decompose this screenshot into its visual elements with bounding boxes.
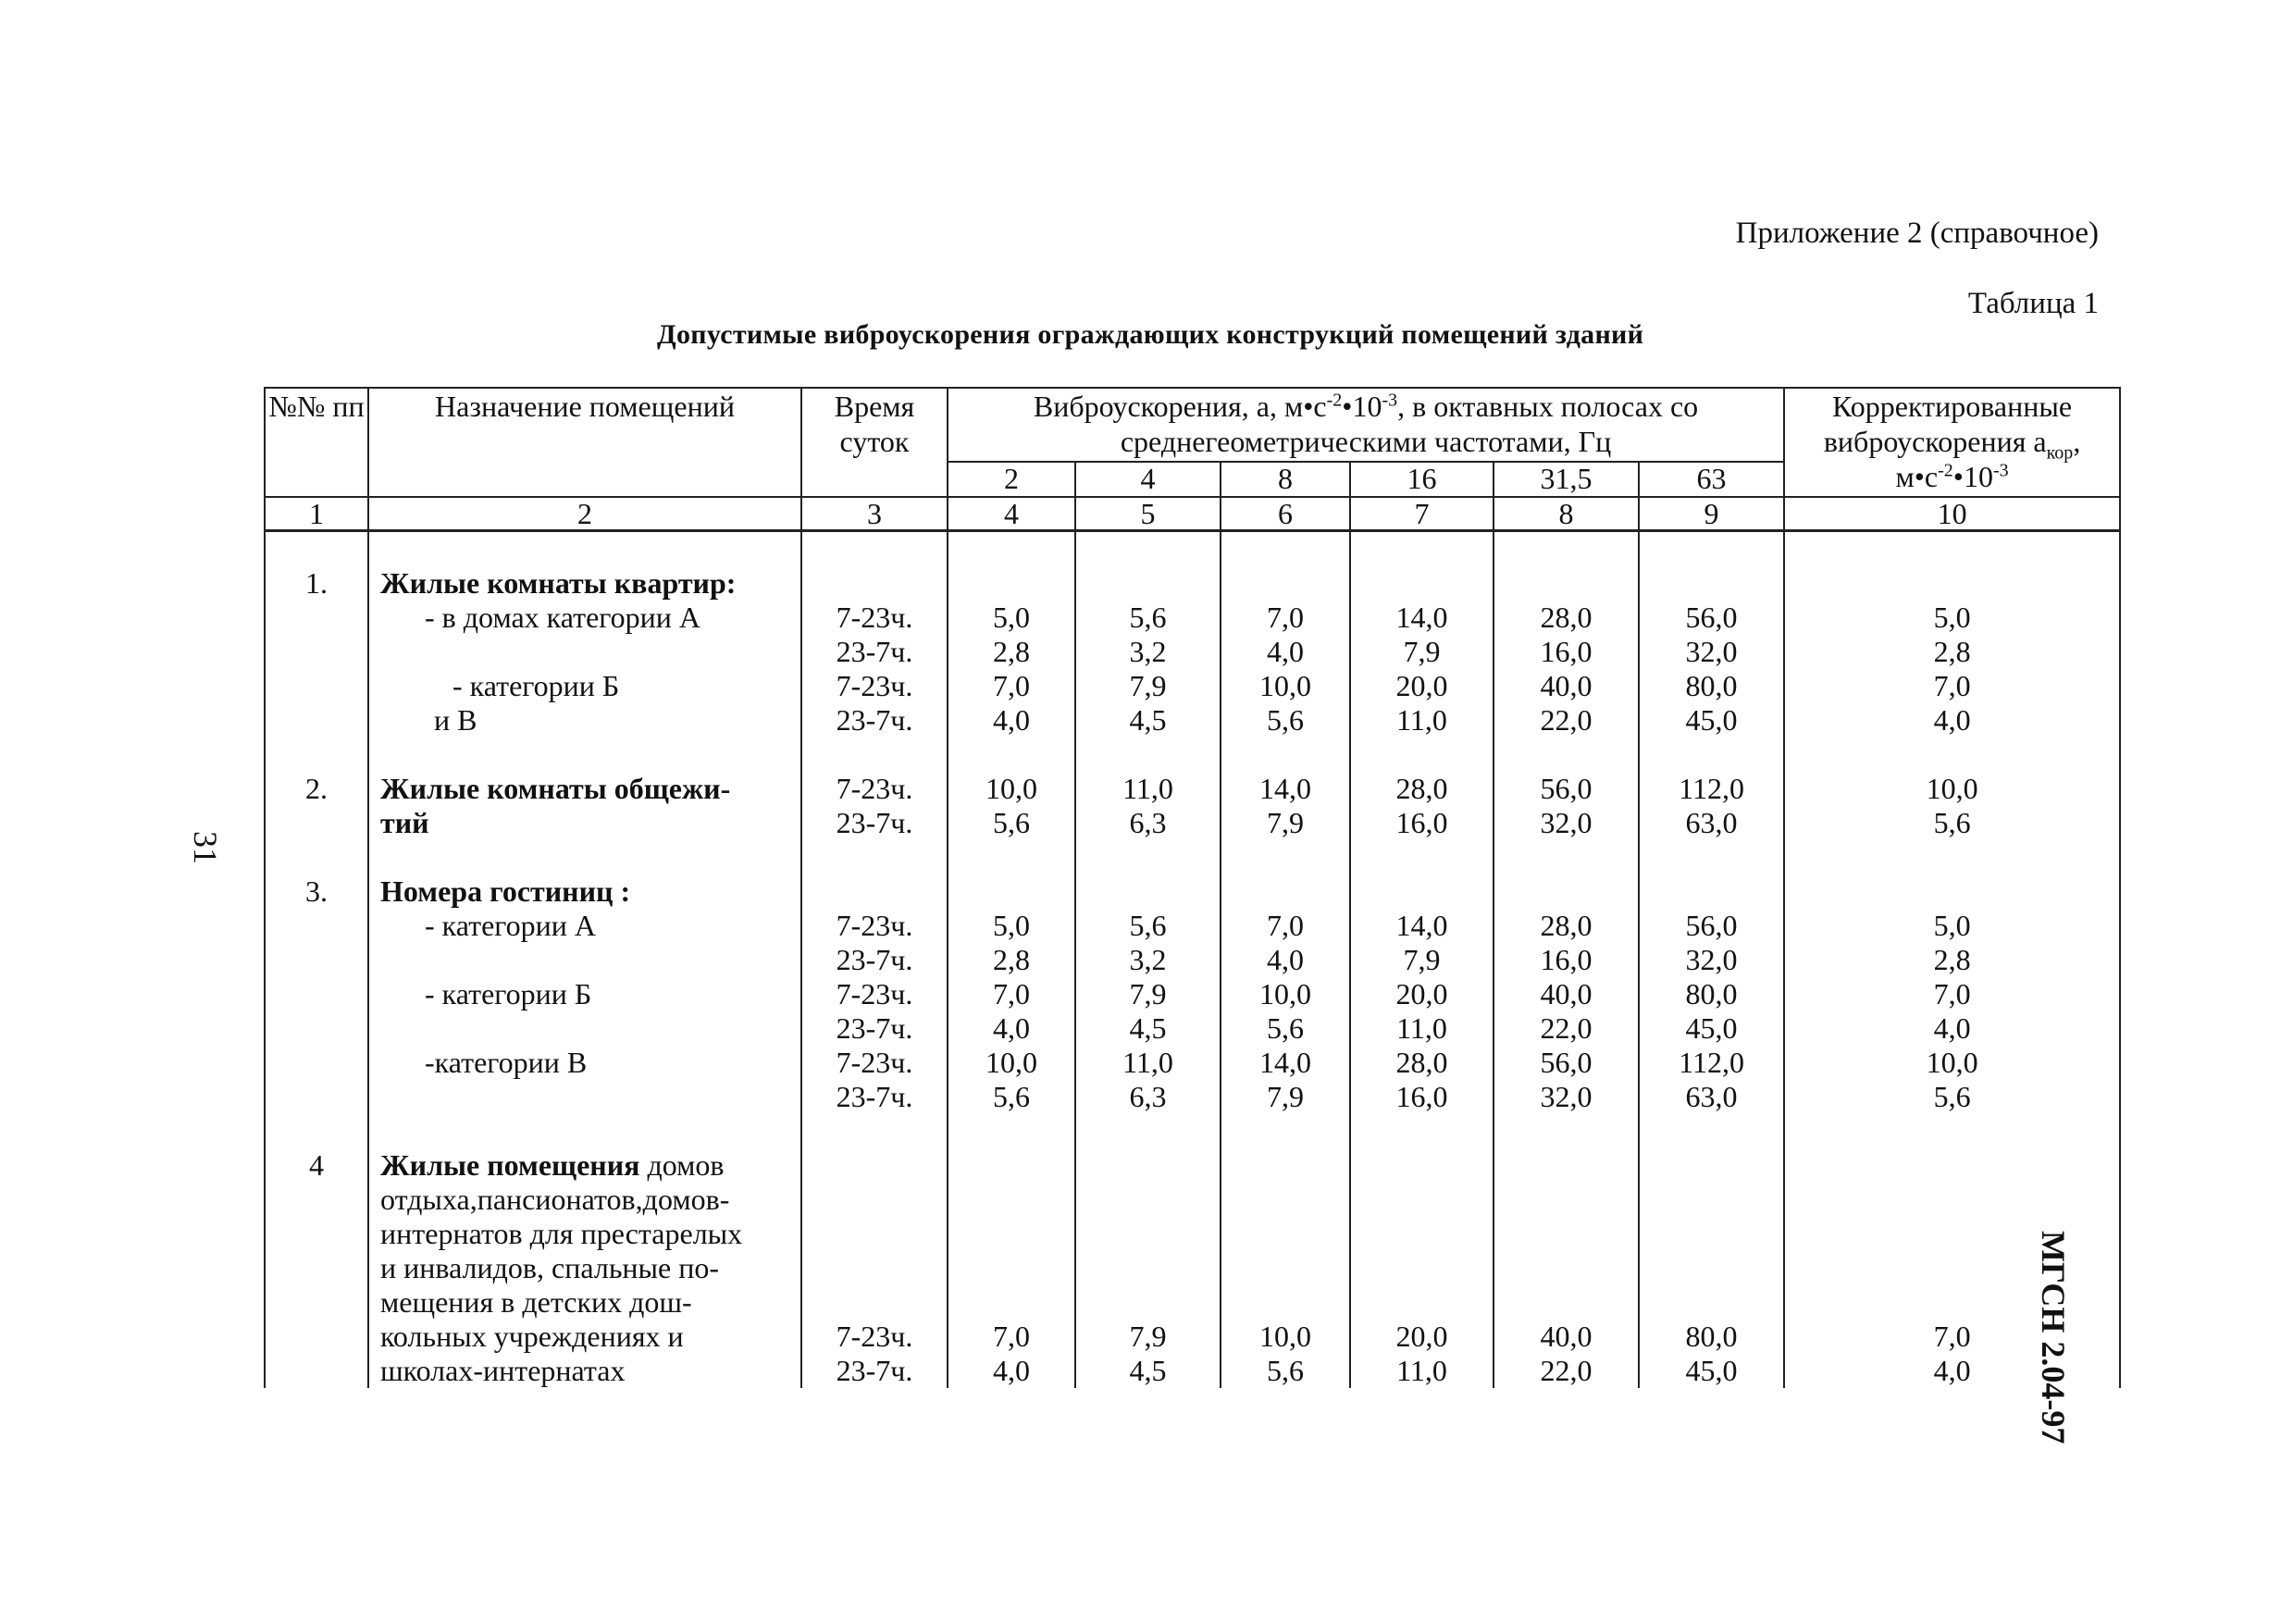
header-vibro: Виброускорения, а, $м•с^{-2}•10^{-3}$, в октавных полосах со среднегеометрическими частотами, Гц <box>948 388 1784 462</box>
empty-line <box>1076 1217 1220 1251</box>
empty-line <box>802 1148 947 1183</box>
freq-header: 63 <box>1639 462 1784 497</box>
acceleration-value: 28,0 <box>1395 1046 1448 1079</box>
acceleration-value: 11,0 <box>1396 1354 1447 1387</box>
acceleration-value: 11,0 <box>1122 772 1173 805</box>
acceleration-value: 80,0 <box>1685 669 1738 702</box>
acceleration-value: 40,0 <box>1540 977 1593 1010</box>
column-number: 3 <box>801 497 948 531</box>
acceleration-value: 20,0 <box>1395 669 1448 702</box>
freq-header: 8 <box>1221 462 1350 497</box>
acceleration-value: 32,0 <box>1540 1080 1593 1113</box>
acceleration-value: 7,0 <box>993 669 1030 702</box>
time-value: 7-23ч. <box>836 1320 913 1353</box>
acceleration-value: 14,0 <box>1259 772 1311 805</box>
empty-line <box>1351 1285 1493 1320</box>
corrected-value: 10,0 <box>1926 772 1978 805</box>
acceleration-value: 5,6 <box>1267 1011 1304 1045</box>
empty-line <box>1785 566 2119 601</box>
acceleration-value: 5,6 <box>993 806 1030 839</box>
purpose-line: Жилые помещения домов <box>380 1148 725 1182</box>
empty-line <box>1640 1251 1783 1285</box>
table-body <box>265 531 2120 1389</box>
acceleration-value: 28,0 <box>1540 601 1593 634</box>
time-value: 23-7ч. <box>836 943 913 976</box>
corrected-value: 5,0 <box>1933 601 1971 634</box>
acceleration-value: 14,0 <box>1395 909 1448 942</box>
acceleration-value: 40,0 <box>1540 1320 1593 1353</box>
acceleration-value: 56,0 <box>1685 601 1738 634</box>
time-cell <box>801 840 948 1114</box>
acceleration-value: 4,0 <box>1267 943 1304 976</box>
acceleration-value: 11,0 <box>1396 703 1447 737</box>
empty-line <box>1076 1148 1220 1183</box>
acceleration-value: 63,0 <box>1685 1080 1738 1113</box>
acceleration-value: 5,0 <box>993 909 1030 942</box>
value-cell <box>1350 840 1494 1114</box>
value-cell <box>1221 531 1350 738</box>
empty-line <box>1221 1217 1349 1251</box>
corrected-value: 4,0 <box>1933 1011 1971 1045</box>
empty-line <box>1785 1251 2119 1285</box>
value-cell <box>948 1114 1075 1388</box>
column-number: 9 <box>1639 497 1784 531</box>
purpose-line: Жилые комнаты общежи- <box>380 772 731 805</box>
acceleration-value: 2,8 <box>993 943 1030 976</box>
empty-line <box>1351 1217 1493 1251</box>
corrected-value: 10,0 <box>1926 1046 1978 1079</box>
empty-line <box>1351 1148 1493 1183</box>
empty-line <box>802 1251 947 1285</box>
acceleration-value: 56,0 <box>1685 909 1738 942</box>
acceleration-value: 7,9 <box>1267 806 1304 839</box>
value-cell <box>1075 840 1221 1114</box>
purpose-cell <box>368 840 801 1114</box>
purpose-line: и инвалидов, спальные по- <box>380 1251 720 1284</box>
acceleration-value: 63,0 <box>1685 806 1738 839</box>
acceleration-value: 5,0 <box>993 601 1030 634</box>
acceleration-value: 10,0 <box>985 772 1037 805</box>
empty-line <box>802 1217 947 1251</box>
document-id: МГСН 2.04-97 <box>2035 1231 2072 1444</box>
empty-line <box>1221 566 1349 601</box>
acceleration-value: 11,0 <box>1396 1011 1447 1045</box>
acceleration-value: 16,0 <box>1395 1080 1448 1113</box>
corrected-cell <box>1784 738 2120 840</box>
value-cell <box>1639 531 1784 738</box>
empty-line <box>1640 1217 1783 1251</box>
purpose-line: отдыха,пансионатов,домов- <box>380 1183 730 1216</box>
corrected-value: 7,0 <box>1933 669 1971 702</box>
table-row <box>265 531 2120 738</box>
time-cell <box>801 738 948 840</box>
time-cell <box>801 531 948 738</box>
empty-line <box>948 566 1074 601</box>
acceleration-value: 10,0 <box>1259 669 1311 702</box>
empty-line <box>1494 566 1638 601</box>
value-cell <box>1221 840 1350 1114</box>
empty-line <box>1785 1285 2119 1320</box>
acceleration-value: 112,0 <box>1679 772 1744 805</box>
empty-line <box>1221 1183 1349 1217</box>
empty-line <box>1076 1251 1220 1285</box>
value-cell <box>1494 531 1639 738</box>
table-title: Допустимые виброускорения ограждающих конструкций помещений зданий <box>657 319 1644 350</box>
acceleration-value: 16,0 <box>1540 635 1593 668</box>
purpose-cell <box>368 738 801 840</box>
acceleration-value: 14,0 <box>1259 1046 1311 1079</box>
row-number-cell <box>265 531 368 738</box>
corrected-value: 5,6 <box>1933 1080 1971 1113</box>
row-number: 3. <box>305 874 328 908</box>
empty-line <box>1494 1251 1638 1285</box>
acceleration-value: 7,9 <box>1403 635 1441 668</box>
column-number: 6 <box>1221 497 1350 531</box>
acceleration-value: 45,0 <box>1685 703 1738 737</box>
acceleration-value: 7,9 <box>1129 977 1167 1010</box>
acceleration-value: 28,0 <box>1395 772 1448 805</box>
purpose-cell <box>368 531 801 738</box>
corrected-cell <box>1784 531 2120 738</box>
acceleration-value: 7,9 <box>1129 1320 1167 1353</box>
acceleration-value: 16,0 <box>1540 943 1593 976</box>
empty-line <box>1785 874 2119 909</box>
empty-line <box>948 1148 1074 1183</box>
column-number: 7 <box>1350 497 1494 531</box>
time-value: 23-7ч. <box>836 1080 913 1113</box>
purpose-line: и В <box>434 703 477 737</box>
acceleration-value: 20,0 <box>1395 977 1448 1010</box>
acceleration-value: 4,5 <box>1129 1354 1167 1387</box>
purpose-line <box>380 1011 800 1046</box>
empty-line <box>1221 1251 1349 1285</box>
acceleration-value: 11,0 <box>1122 1046 1173 1079</box>
acceleration-value: 2,8 <box>993 635 1030 668</box>
acceleration-value: 40,0 <box>1540 669 1593 702</box>
value-cell <box>948 738 1075 840</box>
purpose-line: Жилые комнаты квартир: <box>380 566 737 600</box>
value-cell <box>1639 1114 1784 1388</box>
time-value: 7-23ч. <box>836 601 913 634</box>
purpose-line <box>380 943 800 977</box>
value-cell <box>948 840 1075 1114</box>
acceleration-value: 80,0 <box>1685 977 1738 1010</box>
purpose-line: школах-интернатах <box>380 1354 626 1387</box>
acceleration-value: 4,5 <box>1129 703 1167 737</box>
purpose-line: - категории Б <box>425 977 592 1010</box>
freq-header: 2 <box>948 462 1075 497</box>
empty-line <box>1640 1183 1783 1217</box>
acceleration-value: 6,3 <box>1129 806 1167 839</box>
acceleration-value: 56,0 <box>1540 772 1593 805</box>
empty-line <box>1351 1183 1493 1217</box>
purpose-line: - категории А <box>425 909 596 942</box>
column-number: 2 <box>368 497 801 531</box>
empty-line <box>1221 1285 1349 1320</box>
appendix-label: Приложение 2 (справочное) <box>1735 217 2099 250</box>
acceleration-value: 32,0 <box>1540 806 1593 839</box>
corrected-cell <box>1784 1114 2120 1388</box>
purpose-line: Номера гостиниц : <box>380 874 631 908</box>
acceleration-value: 10,0 <box>1259 1320 1311 1353</box>
freq-header: 4 <box>1075 462 1221 497</box>
acceleration-value: 7,0 <box>1267 601 1304 634</box>
table-row <box>265 1114 2120 1388</box>
acceleration-value: 4,0 <box>993 1354 1030 1387</box>
purpose-line: интернатов для престарелых <box>380 1217 743 1250</box>
empty-line <box>948 1285 1074 1320</box>
empty-line <box>1351 1251 1493 1285</box>
acceleration-value: 28,0 <box>1540 909 1593 942</box>
empty-line <box>1076 1285 1220 1320</box>
empty-line <box>802 1285 947 1320</box>
time-cell <box>801 1114 948 1388</box>
acceleration-value: 7,9 <box>1403 943 1441 976</box>
empty-line <box>802 566 947 601</box>
time-value: 7-23ч. <box>836 669 913 702</box>
empty-line <box>1640 1148 1783 1183</box>
time-value: 23-7ч. <box>836 635 913 668</box>
purpose-line: тий <box>380 806 429 839</box>
empty-line <box>1785 1183 2119 1217</box>
acceleration-value: 5,6 <box>1267 1354 1304 1387</box>
header-purpose: Назначение помещений <box>368 388 801 497</box>
purpose-line: - в домах категории А <box>425 601 700 634</box>
empty-line <box>1494 1148 1638 1183</box>
empty-line <box>948 1217 1074 1251</box>
header-corrected: Корректированные виброускорения $а_{кор}$, $м•с^{-2}•10^{-3}$ <box>1784 388 2120 497</box>
row-number: 1. <box>305 566 328 600</box>
page-number: 31 <box>187 831 224 864</box>
acceleration-value: 45,0 <box>1685 1011 1738 1045</box>
value-cell <box>1350 738 1494 840</box>
empty-line <box>948 1183 1074 1217</box>
value-cell <box>1494 840 1639 1114</box>
acceleration-value: 22,0 <box>1540 1354 1593 1387</box>
value-cell <box>1494 738 1639 840</box>
value-cell <box>1075 531 1221 738</box>
empty-line <box>1640 1285 1783 1320</box>
value-cell <box>1221 738 1350 840</box>
acceleration-value: 16,0 <box>1395 806 1448 839</box>
empty-line <box>1351 874 1493 909</box>
value-cell <box>1494 1114 1639 1388</box>
time-value: 7-23ч. <box>836 977 913 1010</box>
empty-line <box>802 874 947 909</box>
time-value: 23-7ч. <box>836 703 913 737</box>
row-number: 4 <box>309 1148 324 1182</box>
empty-line <box>1221 1148 1349 1183</box>
time-value: 23-7ч. <box>836 806 913 839</box>
acceleration-value: 5,6 <box>993 1080 1030 1113</box>
time-value: 7-23ч. <box>836 909 913 942</box>
corrected-value: 5,0 <box>1933 909 1971 942</box>
column-number: 8 <box>1494 497 1639 531</box>
acceleration-value: 7,9 <box>1129 669 1167 702</box>
empty-line <box>1076 1183 1220 1217</box>
value-cell <box>1639 738 1784 840</box>
empty-line <box>1494 874 1638 909</box>
purpose-line: - категории Б <box>452 669 620 702</box>
value-cell <box>1350 531 1494 738</box>
acceleration-value: 7,0 <box>993 977 1030 1010</box>
purpose-cell <box>368 1114 801 1388</box>
acceleration-value: 3,2 <box>1129 943 1167 976</box>
acceleration-value: 5,6 <box>1267 703 1304 737</box>
purpose-line <box>380 635 800 669</box>
freq-header: 16 <box>1350 462 1494 497</box>
corrected-value: 2,8 <box>1933 635 1971 668</box>
time-value: 7-23ч. <box>836 772 913 805</box>
purpose-line <box>380 1080 800 1114</box>
acceleration-value: 3,2 <box>1129 635 1167 668</box>
empty-line <box>1494 1285 1638 1320</box>
acceleration-value: 4,5 <box>1129 1011 1167 1045</box>
value-cell <box>1075 1114 1221 1388</box>
acceleration-value: 5,6 <box>1129 909 1167 942</box>
empty-line <box>1076 874 1220 909</box>
acceleration-value: 22,0 <box>1540 1011 1593 1045</box>
column-number: 10 <box>1784 497 2120 531</box>
corrected-cell <box>1784 840 2120 1114</box>
time-value: 7-23ч. <box>836 1046 913 1079</box>
corrected-value: 7,0 <box>1933 1320 1971 1353</box>
empty-line <box>1640 874 1783 909</box>
acceleration-value: 14,0 <box>1395 601 1448 634</box>
empty-line <box>1494 1217 1638 1251</box>
acceleration-value: 32,0 <box>1685 943 1738 976</box>
empty-line <box>802 1183 947 1217</box>
column-number: 4 <box>948 497 1075 531</box>
empty-line <box>948 874 1074 909</box>
corrected-value: 4,0 <box>1933 703 1971 737</box>
empty-line <box>1076 566 1220 601</box>
time-value: 23-7ч. <box>836 1354 913 1387</box>
value-cell <box>1221 1114 1350 1388</box>
acceleration-value: 5,6 <box>1129 601 1167 634</box>
acceleration-value: 22,0 <box>1540 703 1593 737</box>
purpose-line: мещения в детских дош- <box>380 1285 692 1319</box>
freq-header: 31,5 <box>1494 462 1639 497</box>
empty-line <box>1640 566 1783 601</box>
acceleration-value: 20,0 <box>1395 1320 1448 1353</box>
acceleration-value: 4,0 <box>993 1011 1030 1045</box>
empty-line <box>1785 1217 2119 1251</box>
column-number: 5 <box>1075 497 1221 531</box>
value-cell <box>948 531 1075 738</box>
acceleration-value: 80,0 <box>1685 1320 1738 1353</box>
purpose-line: -категории В <box>425 1046 588 1079</box>
acceleration-value: 45,0 <box>1685 1354 1738 1387</box>
acceleration-value: 32,0 <box>1685 635 1738 668</box>
header-num: №№ пп <box>265 388 368 497</box>
empty-line <box>1221 874 1349 909</box>
empty-line <box>1785 1148 2119 1183</box>
acceleration-value: 56,0 <box>1540 1046 1593 1079</box>
empty-line <box>1494 1183 1638 1217</box>
row-number-cell <box>265 840 368 1114</box>
header-time: Время суток <box>801 388 948 497</box>
acceleration-value: 10,0 <box>1259 977 1311 1010</box>
vibration-table <box>264 387 2121 1388</box>
acceleration-value: 112,0 <box>1679 1046 1744 1079</box>
corrected-value: 4,0 <box>1933 1354 1971 1387</box>
time-value: 23-7ч. <box>836 1011 913 1045</box>
corrected-value: 2,8 <box>1933 943 1971 976</box>
table-number: Таблица 1 <box>1967 287 2099 320</box>
value-cell <box>1639 840 1784 1114</box>
acceleration-value: 4,0 <box>1267 635 1304 668</box>
table-row <box>265 738 2120 840</box>
empty-line <box>1351 566 1493 601</box>
acceleration-value: 7,0 <box>993 1320 1030 1353</box>
acceleration-value: 7,9 <box>1267 1080 1304 1113</box>
table-row <box>265 840 2120 1114</box>
acceleration-value: 10,0 <box>985 1046 1037 1079</box>
row-number-cell <box>265 738 368 840</box>
row-number-cell <box>265 1114 368 1388</box>
corrected-value: 7,0 <box>1933 977 1971 1010</box>
acceleration-value: 6,3 <box>1129 1080 1167 1113</box>
value-cell <box>1075 738 1221 840</box>
acceleration-value: 7,0 <box>1267 909 1304 942</box>
value-cell <box>1350 1114 1494 1388</box>
corrected-value: 5,6 <box>1933 806 1971 839</box>
empty-line <box>948 1251 1074 1285</box>
acceleration-value: 4,0 <box>993 703 1030 737</box>
column-number: 1 <box>265 497 368 531</box>
purpose-line: кольных учреждениях и <box>380 1320 684 1353</box>
row-number: 2. <box>305 772 328 805</box>
